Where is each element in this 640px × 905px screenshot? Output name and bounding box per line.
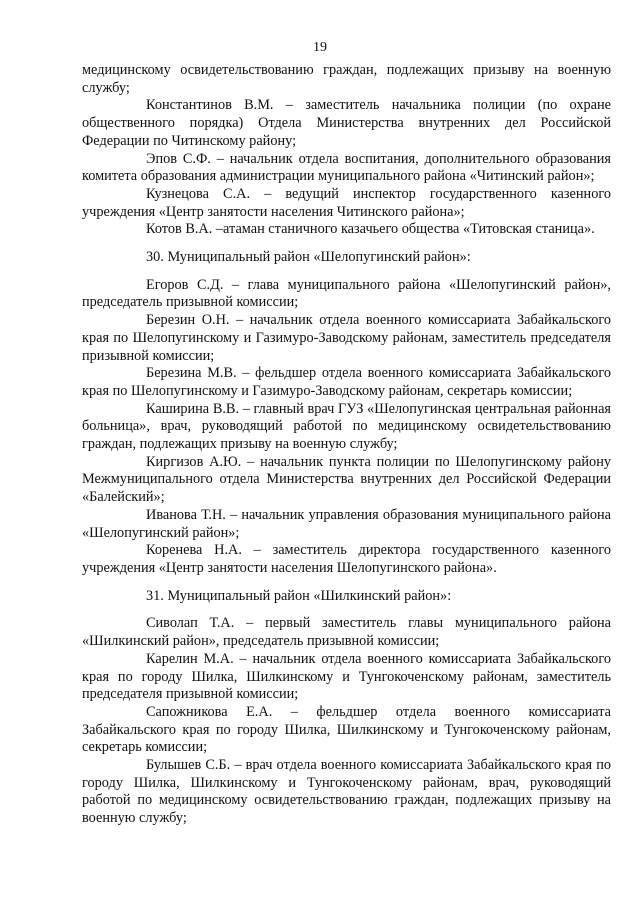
member-paragraph: Кузнецова С.А. – ведущий инспектор государственного казенного учреждения «Центр занятости населения Читинского района»;: [82, 185, 611, 220]
paragraph-continuation: медицинскому освидетельствованию граждан, подлежащих призыву на военную службу;: [82, 62, 611, 96]
member-paragraph: Котов В.А. –атаман станичного казачьего общества «Титовская станица».: [146, 221, 595, 238]
member-paragraph: Каширина В.В. – главный врач ГУЗ «Шелопугинская центральная районная больница», врач, руководящий работой по медицинскому освидетельствованию граждан, подлежащих призыву на военную службу;: [82, 400, 611, 453]
member-paragraph: Эпов С.Ф. – начальник отдела воспитания, дополнительного образования комитета образования администрации муниципального района «Читинский район»;: [82, 150, 611, 185]
page-number: 19: [313, 40, 327, 55]
member-paragraph: Егоров С.Д. – глава муниципального района «Шелопугинский район», председатель призывной комиссии;: [82, 276, 611, 311]
member-paragraph: Киргизов А.Ю. – начальник пункта полиции по Шелопугинскому району Межмуниципального отдела Министерства внутренних дел Российской Федерации «Балейский»;: [82, 453, 611, 506]
section-heading: 31. Муниципальный район «Шилкинский район»:: [146, 587, 452, 604]
member-paragraph: Булышев С.Б. – врач отдела военного комиссариата Забайкальского края по городу Шилка, Шилкинскому и Тунгокоченскому районам, врач, руководящий работой по медицинскому освидетельствованию граждан, подлежащих призыву на военную службу;: [82, 757, 611, 827]
member-paragraph: Карелин М.А. – начальник отдела военного комиссариата Забайкальского края по городу Шилка, Шилкинскому и Тунгокоченскому районам, заместитель председателя призывной комиссии;: [82, 650, 611, 703]
member-paragraph: Сапожникова Е.А. – фельдшер отдела военного комиссариата Забайкальского края по городу Шилка, Шилкинскому и Тунгокоченскому районам, секретарь комиссии;: [82, 703, 611, 756]
member-paragraph: Коренева Н.А. – заместитель директора государственного казенного учреждения «Центр занятости населения Шелопугинского района».: [82, 542, 611, 576]
member-paragraph: Иванова Т.Н. – начальник управления образования муниципального района «Шелопугинский район»;: [82, 506, 611, 541]
member-paragraph: Березина М.В. – фельдшер отдела военного комиссариата Забайкальского края по Шелопугинскому и Газимуро-Заводскому районам, секретарь комиссии;: [82, 365, 611, 399]
member-paragraph: Константинов В.М. – заместитель начальника полиции (по охране общественного порядка) Отдела Министерства внутренних дел Российской Федерации по Читинскому району;: [82, 97, 611, 149]
member-paragraph: Сиволап Т.А. – первый заместитель главы муниципального района «Шилкинский район», председатель призывной комиссии;: [82, 615, 611, 650]
section-heading: 30. Муниципальный район «Шелопугинский район»:: [146, 249, 471, 266]
document-body: [82, 62, 611, 828]
member-paragraph: Березин О.Н. – начальник отдела военного комиссариата Забайкальского края по Шелопугинскому и Газимуро-Заводскому районам, заместитель председателя призывной комиссии;: [82, 312, 611, 364]
